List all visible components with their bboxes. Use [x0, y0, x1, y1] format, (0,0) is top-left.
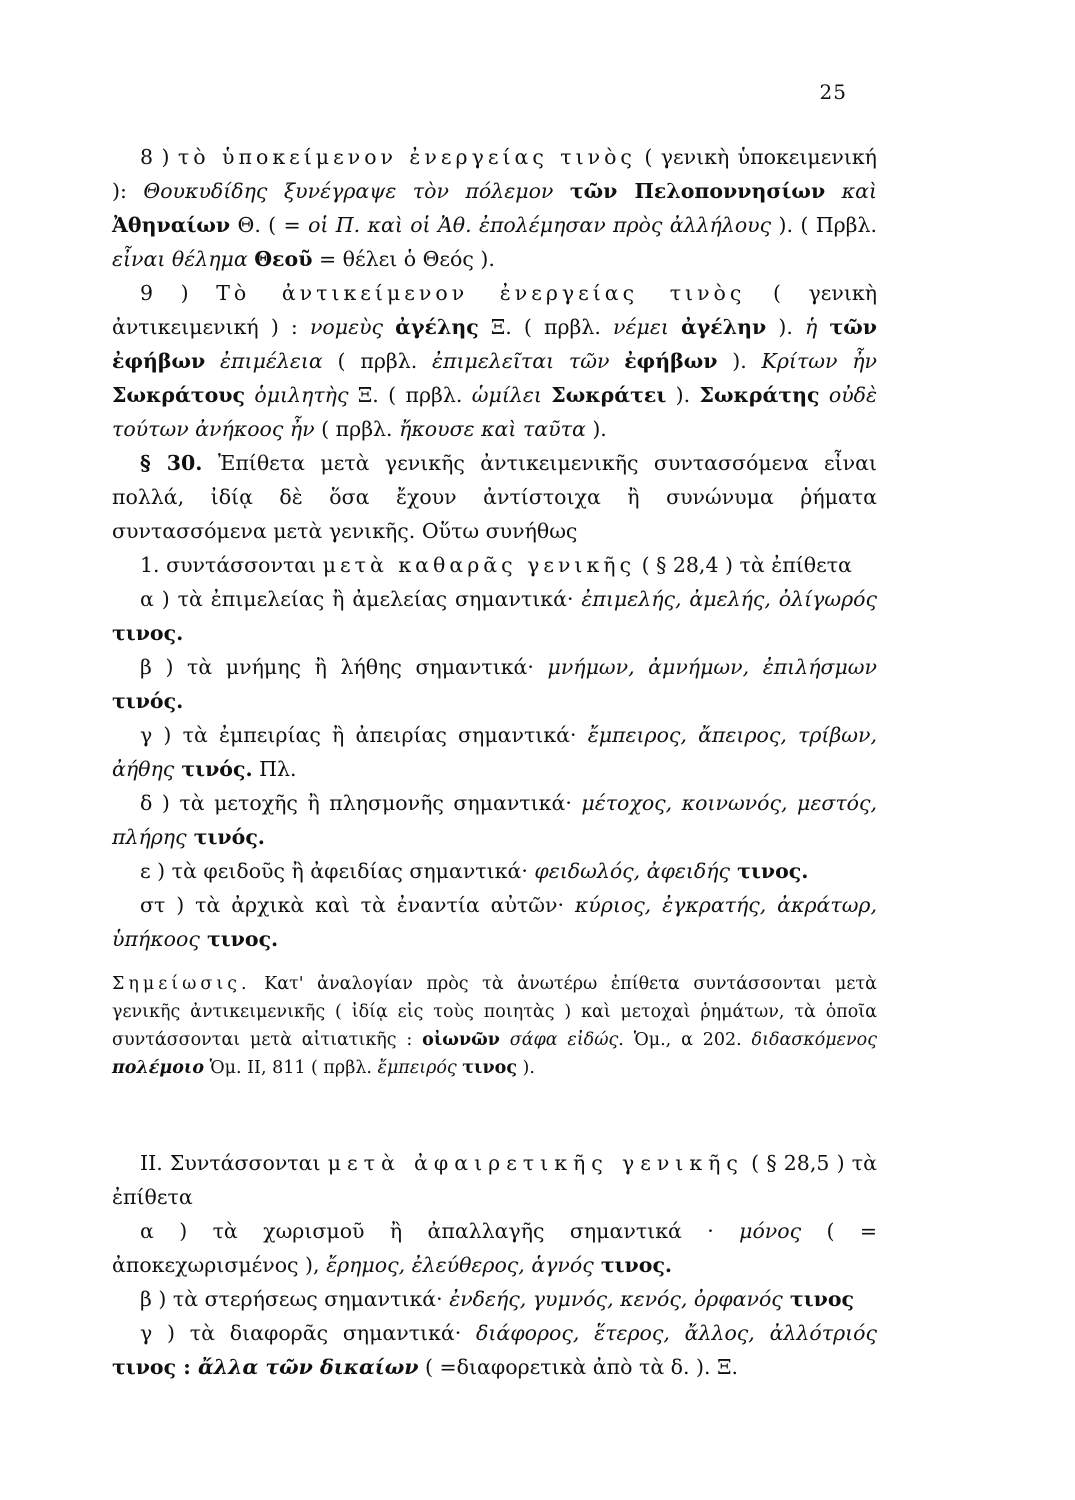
section-30: § 30. Ἐπίθετα μετὰ γενικῆς ἀντικειμενικῆς συντασσόμενα εἶναι πολλά, ἰδίᾳ δὲ ὅσα ἔχουν ἀντίστοιχα ἢ συνώνυμα ῥήματα συντασσόμενα μετὰ γενικῆς. Οὕτω συνήθως: [112, 451, 877, 543]
list-item: α ) τὰ χωρισμοῦ ἢ ἀπαλλαγῆς σημαντικά · μόνος ( = ἀποκεχωρισμένος ), ἔρημος, ἐλεύθερος, ἁγνός τινος.: [112, 1219, 878, 1277]
list-item: β ) τὰ μνήμης ἢ λήθης σημαντικά· μνήμων, ἀμνήμων, ἐπιλήσμων τινός.: [112, 655, 877, 713]
list-item: β ) τὰ στερήσεως σημαντικά· ἐνδεής, γυμνός, κενός, ὀρφανός τινος: [140, 1287, 855, 1311]
subsection-1: 1. συντάσσονται μετὰ καθαρᾶς γενικῆς ( § 28,4 ) τὰ ἐπίθετα: [140, 553, 852, 577]
list-item: γ ) τὰ διαφορᾶς σημαντικά· διάφορος, ἕτερος, ἄλλος, ἀλλότριός τινος : ἄλλα τῶν δικαίων ( =διαφορετικὰ ἀπὸ τὰ δ. ). Ξ.: [112, 1321, 877, 1379]
page-body: [112, 140, 877, 1384]
section-mark: § 30.: [140, 451, 203, 475]
spacer: [112, 1082, 877, 1146]
list-item: γ ) τὰ ἐμπειρίας ἢ ἀπειρίας σημαντικά· ἔμπειρος, ἄπειρος, τρίβων, ἀήθης τινός. Πλ.: [112, 723, 877, 781]
list-item: δ ) τὰ μετοχῆς ἢ πλησμονῆς σημαντικά· μέτοχος, κοινωνός, μεστός, πλήρης τινός.: [112, 791, 878, 849]
page-number: 25: [819, 80, 847, 104]
list-item: στ ) τὰ ἀρχικὰ καὶ τὰ ἐναντία αὐτῶν· κύριος, ἐγκρατής, ἀκράτωρ, ὑπήκοος τινος.: [112, 893, 877, 951]
subsection-2: ΙΙ. Συντάσσονται μετὰ ἀφαιρετικῆς γενικῆς ( § 28,5 ) τὰ ἐπίθετα: [112, 1151, 877, 1209]
list-item: α ) τὰ ἐπιμελείας ἢ ἀμελείας σημαντικά· ἐπιμελής, ἀμελής, ὀλίγωρός τινος.: [112, 587, 878, 645]
list-item: ε ) τὰ φειδοῦς ἢ ἀφειδίας σημαντικά· φειδωλός, ἀφειδής τινος.: [140, 859, 809, 883]
note-label: Σημείωσις.: [112, 974, 251, 994]
paragraph-9: 9 ) Τὸ ἀντικείμενον ἐνεργείας τινὸς ( γενικὴ ἀντικειμενική ) : νομεὺς ἀγέλης Ξ. ( πρβλ. νέμει ἀγέλην ). ἡ τῶν ἐφήβων ἐπιμέλεια ( πρβλ. ἐπιμελεῖται τῶν ἐφήβων ). Κρίτων ἦν Σωκράτους ὁμιλητὴς Ξ. ( πρβλ. ὡμίλει Σωκράτει ). Σωκράτης οὐδὲ τούτων ἀνήκοος ἦν ( πρβλ. ἤκουσε καὶ ταῦτα ).: [112, 281, 878, 441]
paragraph-8: 8 ) τὸ ὑποκείμενον ἐνεργείας τινὸς ( γενικὴ ὑποκειμενική ): Θουκυδίδης ξυνέγραψε τὸν πόλεμον τῶν Πελοποννησίων καὶ Ἀθηναίων Θ. ( = οἱ Π. καὶ οἱ Ἀθ. ἐπολέμησαν πρὸς ἀλλήλους ). ( Πρβλ. εἶναι θέλημα Θεοῦ = θέλει ὁ Θεός ).: [112, 145, 877, 271]
note-paragraph: Σημείωσις. Κατ' ἀναλογίαν πρὸς τὰ ἀνωτέρω ἐπίθετα συντάσσονται μετὰ γενικῆς ἀντικειμενικῆς ( ἰδίᾳ εἰς τοὺς ποιητὰς ) καὶ μετοχαὶ ῥημάτων, τὰ ὁποῖα συντάσσονται μετὰ αἰτιατικῆς : οἰωνῶν σάφα εἰδώς. Ὁμ., α 202. διδασκόμενος πολέμοιο Ὁμ. ΙΙ, 811 ( πρβλ. ἔμπειρός τινος ).: [112, 974, 877, 1078]
